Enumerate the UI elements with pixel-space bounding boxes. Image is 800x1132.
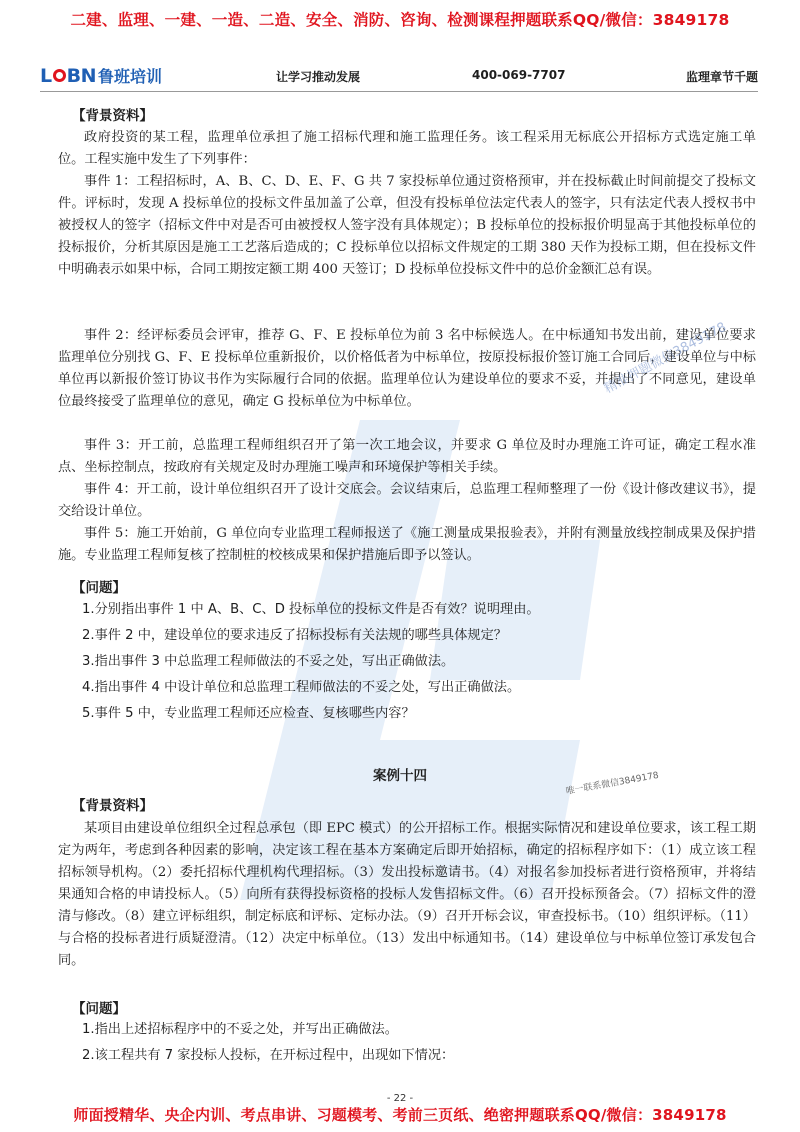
case14-intro: 某项目由建设单位组织全过程总承包（即 EPC 模式）的公开招标工作。根据实际情况和建设单位要求，该工程工期定为两年，考虑到各种因素的影响，决定该工程在基本方案确定后即开始招标，确定的招标程序如下：（1）成立该工程招标领导机构。（2）委托招标代理机构代理招标。（3）发出投标邀请书。（4）对报名参加投标者进行资格预审，并将结果通知合格的申请投标人。（5）向所有获得投标资格的投标人发售招标文件。（6）召开投标预备会。（7）招标文件的澄清与修改。（8）建立评标组织，制定标底和评标、定标办法。（9）召开开标会议，审查投标书。（10）组织评标。（11）与合格的投标者进行质疑澄清。（12）决定中标单位。（13）发出中标通知书。（14）建设单位与中标单位签订承发包合同。 [58, 821, 756, 968]
case13-event-5: 事件 5：施工开始前，G 单位向专业监理工程师报送了《施工测量成果报验表》，并附有测量放线控制成果及保护措施。专业监理工程师复核了控制桩的校核成果和保护措施后即予以签认。 [58, 526, 756, 563]
header-section-title: 监理章节千题 [685, 70, 758, 84]
case14-title: 案例十四 [373, 768, 427, 784]
header-divider [40, 91, 758, 92]
logo-letter-l: L [40, 64, 52, 87]
case13-event-1: 事件 1：工程招标时，A、B、C、D、E、F、G 共 7 家投标单位通过资格预审，并在投标截止时间前提交了投标文件。评标时，发现 A 投标单位的投标文件虽加盖了公章，但没有投标单位法定代表人的签字，只有法定代表人授权书中被授权人的签字（招标文件中对是否可由被授权人签字没有具体规定）；B 投标单位的投标报价明显高于其他投标单位的投标报价，分析其原因是施工工艺落后造成的；C 投标单位以招标文件规定的工期 380 天作为投标工期，但在投标文件中明确表示如果中标，合同工期按定额工期 400 天签订；D 投标单位投标文件中的总价金额汇总有误。 [58, 174, 756, 277]
case13-question-3: 3.指出事件 3 中总监理工程师做法的不妥之处，写出正确做法。 [82, 654, 455, 669]
case13-event-2: 事件 2：经评标委员会评审，推荐 G、F、E 投标单位为前 3 名中标候选人。在中标通知书发出前，建设单位要求监理单位分别找 G、F、E 投标单位重新报价，以价格低者为中标单位，按原投标报价签订施工合同后，建设单位与中标单位再以新报价签订协议书作为实际履行合同的依据。监理单位认为建设单位的要求不妥，并提出了不同意见，建设单位最终接受了监理单位的意见，确定 G 投标单位为中标单位。 [58, 328, 756, 409]
top-banner: 二建、监理、一建、一造、二造、安全、消防、咨询、检测课程押题联系QQ/微信：3849178 [70, 11, 730, 29]
case13-event-3: 事件 3：开工前，总监理工程师组织召开了第一次工地会议，并要求 G 单位及时办理施工许可证，确定工程水准点、坐标控制点，按政府有关规定及时办理施工噪声和环境保护等相关手续。 [58, 438, 756, 475]
case14-background-heading: 【背景资料】 [72, 798, 153, 814]
bottom-banner: 师面授精华、央企内训、考点串讲、习题模考、考前三页纸、绝密押题联系QQ/微信：3849178 [73, 1106, 727, 1124]
diagonal-watermark: 精准押题微信3849178 [601, 319, 729, 397]
case13-event-4: 事件 4：开工前，设计单位组织召开了设计交底会。会议结束后，总监理工程师整理了一份《设计修改建议书》，提交给设计单位。 [58, 482, 756, 519]
case14-question-1: 1.指出上述招标程序中的不妥之处，并写出正确做法。 [82, 1022, 398, 1037]
case13-background-heading: 【背景资料】 [72, 108, 153, 124]
case13-question-4: 4.指出事件 4 中设计单位和总监理工程师做法的不妥之处，写出正确做法。 [82, 680, 521, 695]
case14-question-2: 2.该工程共有 7 家投标人投标，在开标过程中，出现如下情况： [82, 1048, 455, 1063]
brand-logo [40, 64, 162, 87]
case13-questions-heading: 【问题】 [72, 580, 126, 596]
case14-questions-heading: 【问题】 [72, 1001, 126, 1017]
case13-intro: 政府投资的某工程，监理单位承担了施工招标代理和施工监理任务。该工程采用无标底公开招标方式选定施工单位。工程实施中发生了下列事件： [58, 130, 756, 167]
case13-question-1: 1.分别指出事件 1 中 A、B、C、D 投标单位的投标文件是否有效？说明理由。 [82, 602, 540, 617]
logo-letters-bn: BN [66, 64, 96, 87]
header-phone: 400-069-7707 [472, 68, 566, 82]
case13-question-2: 2.事件 2 中，建设单位的要求违反了招标投标有关法规的哪些具体规定？ [82, 628, 507, 643]
logo-chinese-name: 鲁班培训 [98, 67, 163, 86]
logo-o-icon [53, 69, 66, 82]
page-number: - 22 - [386, 1093, 414, 1104]
page-header [40, 64, 758, 90]
header-slogan: 让学习推动发展 [276, 70, 361, 84]
small-watermark: 唯一联系微信3849178 [565, 770, 660, 798]
case13-question-5: 5.事件 5 中，专业监理工程师还应检查、复核哪些内容？ [82, 706, 415, 721]
